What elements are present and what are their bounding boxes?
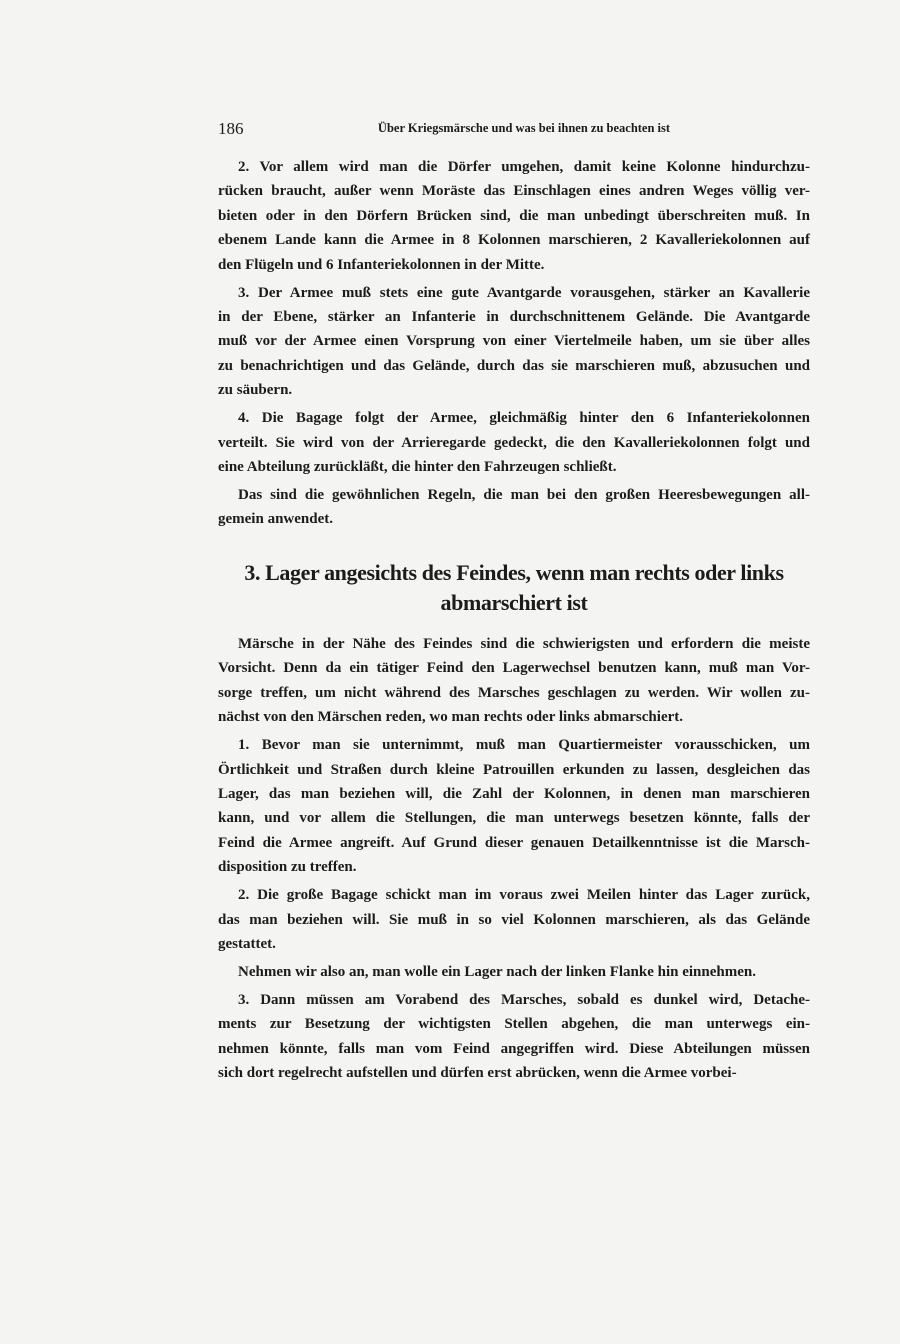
paragraph	[218, 483, 810, 532]
text-line: gemein anwendet.	[218, 511, 333, 528]
text-line: Das sind die gewöhnlichen Regeln, die man bei den großen Heeresbewegungen all-	[238, 487, 810, 504]
running-title: Über Kriegsmärsche und was bei ihnen zu beachten ist	[377, 121, 671, 135]
text-line: 3. Der Armee muß stets eine gute Avantgarde vorausgehen, stärker an Kavallerie	[238, 284, 810, 301]
text-line: kann, und vor allem die Stellungen, die man unterwegs besetzen könnte, falls der	[218, 810, 810, 827]
text-line: 4. Die Bagage folgt der Armee, gleichmäßig hinter den 6 Infanteriekolonnen	[238, 410, 810, 427]
text-line: zu benachrichtigen und das Gelände, durch das sie marschieren muß, abzusuchen und	[218, 357, 810, 374]
book-page	[218, 0, 810, 1129]
paragraph	[218, 632, 810, 730]
text-line: zu säubern.	[218, 382, 293, 399]
text-line: rücken braucht, außer wenn Moräste das Einschlagen eines andren Weges völlig ver-	[218, 183, 810, 200]
text-line: 3. Dann müssen am Vorabend des Marsches, sobald es dunkel wird, Detache-	[238, 991, 810, 1008]
paragraph	[218, 406, 810, 479]
text-line: eine Abteilung zurückläßt, die hinter den Fahrzeugen schließt.	[218, 459, 617, 476]
paragraph	[218, 281, 810, 403]
text-line: Märsche in der Nähe des Feindes sind die schwierigsten und erfordern die meiste	[238, 635, 810, 652]
paragraph	[218, 155, 810, 277]
text-line: verteilt. Sie wird von der Arrieregarde gedeckt, die den Kavalleriekolonnen folgt und	[218, 434, 810, 451]
text-line: Feind die Armee angreift. Auf Grund dieser genauen Detailkenntnisse ist die Marsch-	[218, 834, 810, 851]
text-line: 1. Bevor man sie unternimmt, muß man Quartiermeister vorausschicken, um	[238, 737, 810, 754]
text-line: sich dort regelrecht aufstellen und dürfen erst abrücken, wenn die Armee vorbei-	[218, 1065, 737, 1082]
section-heading-line: abmarschiert ist	[440, 589, 588, 615]
text-line: Vorsicht. Denn da ein tätiger Feind den Lagerwechsel benutzen kann, muß man Vor-	[218, 660, 810, 677]
paragraph	[218, 883, 810, 956]
body-text-before	[218, 155, 810, 532]
section-heading	[218, 558, 810, 618]
text-line: Örtlichkeit und Straßen durch kleine Patrouillen erkunden zu lassen, desgleichen das	[218, 761, 810, 778]
text-line: den Flügeln und 6 Infanteriekolonnen in der Mitte.	[218, 256, 545, 273]
page-number: 186	[218, 119, 244, 138]
text-line: das man beziehen will. Sie muß in so viel Kolonnen marschieren, als das Gelände	[218, 911, 810, 928]
text-line: disposition zu treffen.	[218, 859, 357, 876]
text-line: muß vor der Armee einen Vorsprung von einer Viertelmeile haben, um sie über alles	[218, 333, 810, 350]
text-line: Nehmen wir also an, man wolle ein Lager nach der linken Flanke hin einnehmen.	[238, 963, 756, 980]
paragraph	[218, 960, 810, 984]
text-line: in der Ebene, stärker an Infanterie in durchschnittenem Gelände. Die Avantgarde	[218, 309, 810, 326]
text-line: bieten oder in den Dörfern Brücken sind, die man unbedingt überschreiten muß. In	[218, 207, 810, 224]
text-line: sorge treffen, um nicht während des Marsches geschlagen zu werden. Wir wollen zu-	[218, 684, 810, 701]
text-line: gestattet.	[218, 935, 276, 952]
text-line: 2. Die große Bagage schickt man im voraus zwei Meilen hinter das Lager zurück,	[238, 887, 810, 904]
text-line: ments zur Besetzung der wichtigsten Stellen abgehen, die man unterwegs ein-	[218, 1016, 810, 1033]
text-line: nehmen könnte, falls man vom Feind angegriffen wird. Diese Abteilungen müssen	[218, 1040, 810, 1057]
section-heading-line: 3. Lager angesichts des Feindes, wenn man rechts oder links	[244, 559, 784, 585]
text-line: ebenem Lande kann die Armee in 8 Kolonnen marschieren, 2 Kavalleriekolonnen auf	[218, 232, 810, 249]
page-header	[218, 119, 810, 141]
text-line: 2. Vor allem wird man die Dörfer umgehen, damit keine Kolonne hindurchzu-	[238, 159, 810, 175]
text-line: nächst von den Märschen reden, wo man rechts oder links abmarschiert.	[218, 709, 683, 726]
paragraph	[218, 733, 810, 879]
paragraph	[218, 988, 810, 1086]
body-text-after	[218, 632, 810, 1086]
text-line: Lager, das man beziehen will, die Zahl der Kolonnen, in denen man marschieren	[218, 785, 810, 802]
